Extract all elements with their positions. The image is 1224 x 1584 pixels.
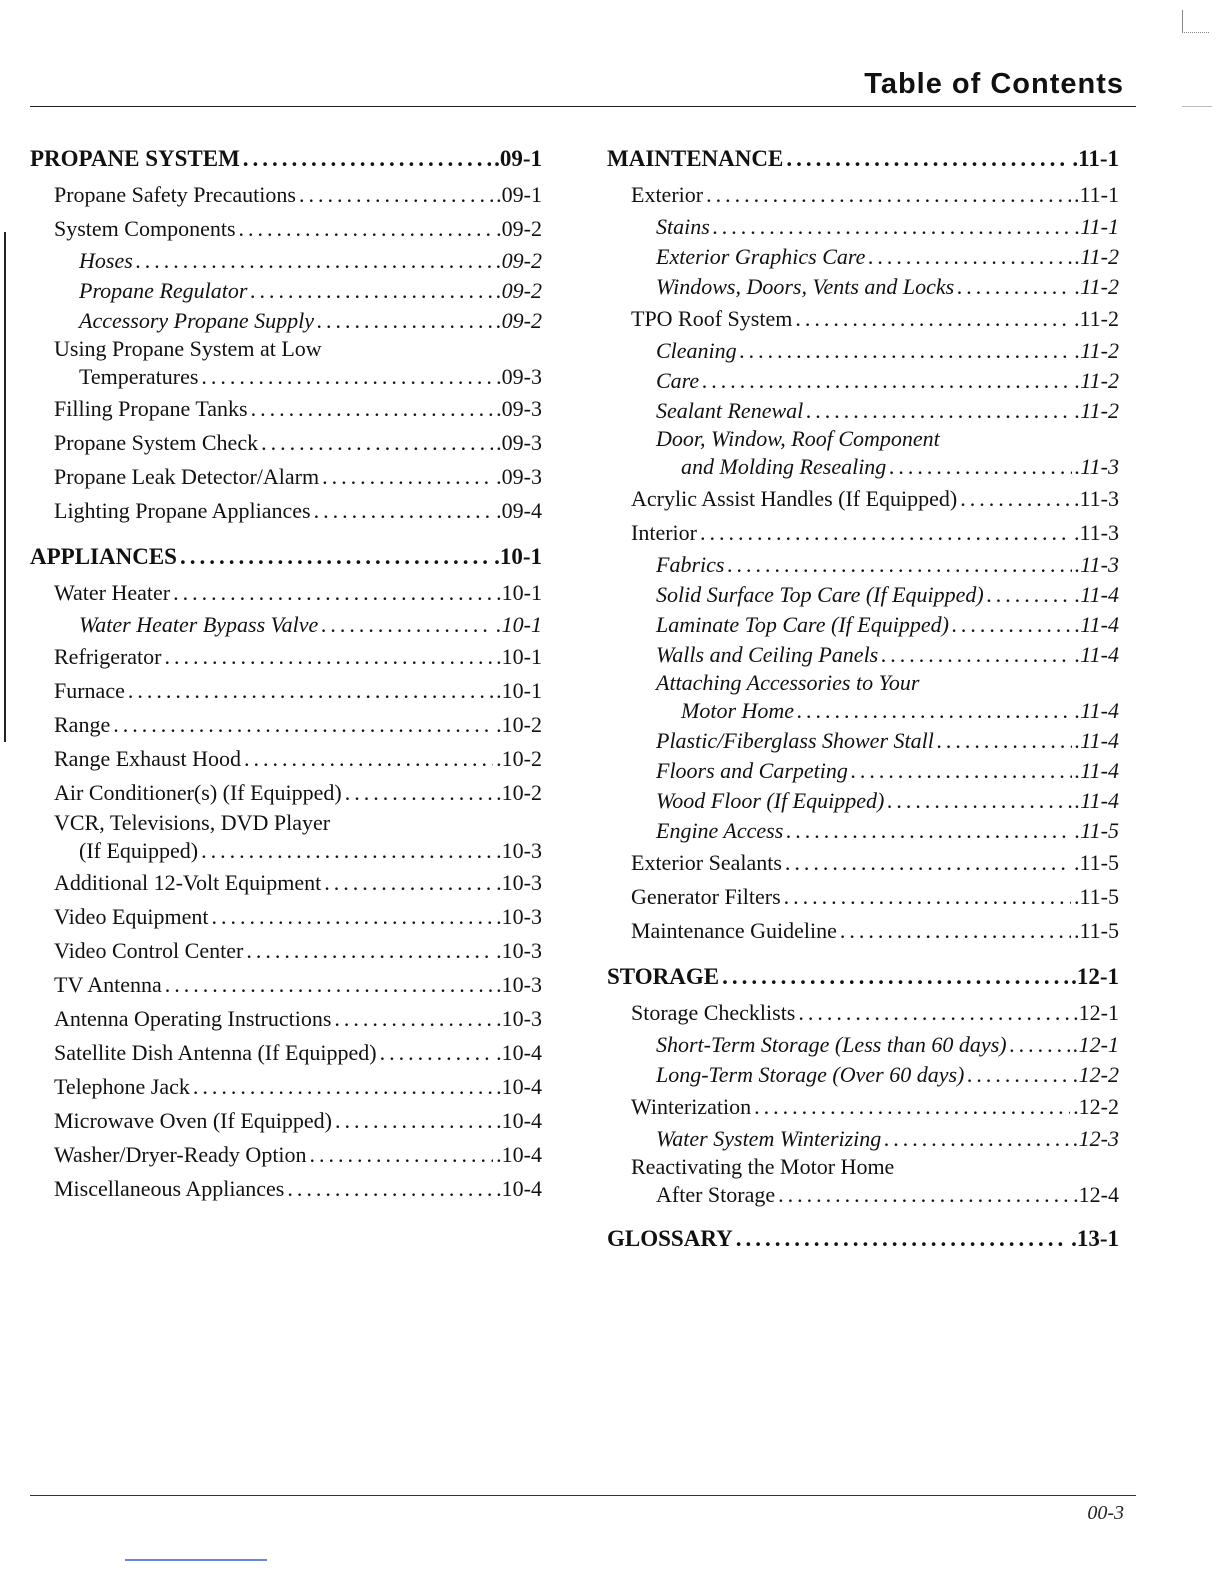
toc-entry[interactable] bbox=[30, 1172, 542, 1206]
toc-label: Maintenance Guideline bbox=[631, 918, 837, 943]
dot-leader bbox=[778, 1180, 1070, 1210]
toc-entry[interactable] bbox=[607, 996, 1119, 1030]
toc-label: Attaching Accessories to Your bbox=[656, 670, 920, 695]
dot-leader bbox=[261, 426, 493, 460]
dot-leader bbox=[806, 396, 1072, 426]
toc-label: TPO Roof System bbox=[631, 306, 793, 331]
dot-leader bbox=[113, 708, 493, 742]
toc-page: .10-3 bbox=[496, 838, 542, 863]
toc-section-propane-system[interactable] bbox=[30, 140, 542, 178]
toc-label: VCR, Televisions, DVD Player bbox=[54, 810, 331, 835]
toc-page: .10-4 bbox=[496, 1176, 542, 1201]
toc-label: Filling Propane Tanks bbox=[54, 396, 248, 421]
toc-entry[interactable] bbox=[607, 302, 1119, 336]
toc-label: Care bbox=[656, 368, 700, 393]
toc-label: Video Equipment bbox=[54, 904, 209, 929]
toc-page: .09-4 bbox=[496, 498, 542, 523]
dot-leader bbox=[960, 482, 1071, 516]
toc-label: After Storage bbox=[656, 1182, 776, 1207]
toc-entry[interactable] bbox=[607, 1154, 1119, 1180]
toc-subentry[interactable] bbox=[607, 1124, 1119, 1154]
toc-entry[interactable] bbox=[30, 494, 542, 528]
toc-page: .12-2 bbox=[1073, 1062, 1119, 1087]
dot-leader bbox=[784, 880, 1071, 914]
toc-entry[interactable] bbox=[30, 742, 542, 776]
dot-leader bbox=[887, 786, 1071, 816]
toc-label: Propane Safety Precautions bbox=[54, 182, 296, 207]
toc-page: .10-1 bbox=[496, 678, 542, 703]
dot-leader bbox=[165, 968, 493, 1002]
toc-entry[interactable] bbox=[30, 212, 542, 246]
dot-leader bbox=[700, 516, 1071, 550]
toc-page: .12-4 bbox=[1073, 1182, 1119, 1207]
toc-page: .09-3 bbox=[496, 396, 542, 421]
toc-subentry[interactable] bbox=[30, 610, 542, 640]
toc-subentry[interactable] bbox=[607, 396, 1119, 426]
dot-leader bbox=[840, 914, 1071, 948]
toc-page: .11-3 bbox=[1073, 520, 1119, 545]
toc-label: Temperatures bbox=[79, 364, 199, 389]
toc-page: .11-4 bbox=[1074, 582, 1119, 607]
toc-entry-continued[interactable] bbox=[30, 836, 542, 866]
dot-leader bbox=[310, 1138, 494, 1172]
toc-subentry[interactable] bbox=[607, 816, 1119, 846]
toc-label: Accessory Propane Supply bbox=[79, 308, 315, 333]
toc-subentry[interactable] bbox=[607, 580, 1119, 610]
dot-leader bbox=[884, 1124, 1070, 1154]
toc-label: Microwave Oven (If Equipped) bbox=[54, 1108, 332, 1133]
toc-entry[interactable] bbox=[30, 708, 542, 742]
toc-label: Telephone Jack bbox=[54, 1074, 190, 1099]
dot-leader bbox=[380, 1036, 494, 1070]
toc-label: Water System Winterizing bbox=[656, 1126, 882, 1151]
toc-page: .13-1 bbox=[1071, 1226, 1119, 1251]
toc-page: .11-4 bbox=[1074, 612, 1119, 637]
toc-subentry[interactable] bbox=[607, 640, 1119, 670]
dot-leader bbox=[180, 538, 491, 576]
toc-subentry-continued[interactable] bbox=[607, 696, 1119, 726]
toc-label: Solid Surface Top Care (If Equipped) bbox=[656, 582, 984, 607]
toc-entry[interactable] bbox=[30, 776, 542, 810]
toc-subentry[interactable] bbox=[607, 242, 1119, 272]
dot-leader bbox=[795, 302, 1071, 336]
toc-label: Hoses bbox=[79, 248, 133, 273]
toc-subentry[interactable] bbox=[607, 1030, 1119, 1060]
dot-leader bbox=[722, 958, 1068, 996]
toc-label: (If Equipped) bbox=[79, 838, 199, 863]
dot-leader bbox=[736, 1220, 1068, 1258]
toc-page: .11-3 bbox=[1074, 454, 1119, 479]
toc-section-appliances[interactable] bbox=[30, 538, 542, 576]
toc-label: Engine Access bbox=[656, 818, 784, 843]
page-title: Table of Contents bbox=[864, 68, 1124, 100]
toc-label: STORAGE bbox=[607, 964, 720, 989]
toc-label: Fabrics bbox=[656, 552, 725, 577]
dot-leader bbox=[786, 816, 1072, 846]
toc-entry[interactable] bbox=[607, 914, 1119, 948]
toc-label: Refrigerator bbox=[54, 644, 162, 669]
toc-page: .11-1 bbox=[1073, 182, 1119, 207]
toc-entry[interactable] bbox=[30, 1036, 542, 1070]
dot-leader bbox=[987, 580, 1072, 610]
toc-page: .11-4 bbox=[1074, 642, 1119, 667]
dot-leader bbox=[851, 756, 1072, 786]
toc-label: Short-Term Storage (Less than 60 days) bbox=[656, 1032, 1007, 1057]
toc-label: Miscellaneous Appliances bbox=[54, 1176, 285, 1201]
toc-label: Generator Filters bbox=[631, 884, 781, 909]
toc-subentry[interactable] bbox=[30, 246, 542, 276]
toc-label: Air Conditioner(s) (If Equipped) bbox=[54, 780, 342, 805]
dot-leader bbox=[165, 640, 494, 674]
toc-page: .11-5 bbox=[1073, 884, 1119, 909]
toc-label: Satellite Dish Antenna (If Equipped) bbox=[54, 1040, 377, 1065]
toc-page: .10-4 bbox=[496, 1108, 542, 1133]
toc-entry[interactable] bbox=[30, 640, 542, 674]
toc-page: .10-2 bbox=[496, 780, 542, 805]
dot-leader bbox=[201, 362, 493, 392]
dot-leader bbox=[211, 900, 493, 934]
header-rule bbox=[30, 106, 1136, 107]
toc-subentry[interactable] bbox=[607, 272, 1119, 302]
toc-label: System Components bbox=[54, 216, 236, 241]
toc-label: Lighting Propane Appliances bbox=[54, 498, 311, 523]
toc-page: .09-3 bbox=[496, 430, 542, 455]
toc-page: .10-1 bbox=[496, 580, 542, 605]
toc-label: Propane Regulator bbox=[79, 278, 248, 303]
dot-leader bbox=[246, 934, 493, 968]
toc-page: .11-4 bbox=[1074, 698, 1119, 723]
toc-entry[interactable] bbox=[30, 1104, 542, 1138]
toc-page: .09-3 bbox=[496, 464, 542, 489]
toc-page: .10-4 bbox=[496, 1142, 542, 1167]
toc-page: .10-1 bbox=[496, 644, 542, 669]
dot-leader bbox=[345, 776, 493, 810]
toc-entry[interactable] bbox=[30, 866, 542, 900]
toc-entry[interactable] bbox=[30, 900, 542, 934]
toc-label: Interior bbox=[631, 520, 697, 545]
dot-leader bbox=[128, 674, 493, 708]
toc-label: Furnace bbox=[54, 678, 125, 703]
toc-entry[interactable] bbox=[30, 460, 542, 494]
dot-leader bbox=[193, 1070, 493, 1104]
toc-section-storage[interactable] bbox=[607, 958, 1119, 996]
dot-leader bbox=[314, 494, 494, 528]
toc-label: Motor Home bbox=[681, 698, 795, 723]
toc-page: .09-2 bbox=[496, 248, 542, 273]
dot-leader bbox=[324, 866, 493, 900]
dot-leader bbox=[702, 366, 1072, 396]
toc-label: Long-Term Storage (Over 60 days) bbox=[656, 1062, 965, 1087]
dot-leader bbox=[754, 1090, 1070, 1124]
toc-page: .09-2 bbox=[496, 216, 542, 241]
toc-section-maintenance[interactable] bbox=[607, 140, 1119, 178]
toc-page: .10-3 bbox=[496, 904, 542, 929]
toc-entry[interactable] bbox=[607, 1090, 1119, 1124]
toc-page: .10-3 bbox=[496, 972, 542, 997]
toc-label: Storage Checklists bbox=[631, 1000, 796, 1025]
toc-entry[interactable] bbox=[30, 178, 542, 212]
toc-page: .11-4 bbox=[1074, 728, 1119, 753]
dot-leader bbox=[239, 212, 494, 246]
toc-page: .10-4 bbox=[496, 1040, 542, 1065]
dot-leader bbox=[967, 1060, 1070, 1090]
toc-entry[interactable] bbox=[30, 576, 542, 610]
dot-leader bbox=[881, 640, 1072, 670]
toc-label: Exterior Sealants bbox=[631, 850, 782, 875]
toc-subentry[interactable] bbox=[607, 610, 1119, 640]
dot-leader bbox=[1010, 1030, 1071, 1060]
toc-subentry[interactable] bbox=[607, 726, 1119, 756]
toc-page: .12-1 bbox=[1073, 1032, 1119, 1057]
toc-label: MAINTENANCE bbox=[607, 146, 784, 171]
dot-leader bbox=[321, 610, 493, 640]
toc-label: Using Propane System at Low bbox=[54, 336, 322, 361]
toc-page: .11-4 bbox=[1074, 788, 1119, 813]
scan-artifact-line bbox=[125, 1559, 267, 1561]
dot-leader bbox=[798, 996, 1070, 1030]
dot-leader bbox=[317, 306, 493, 336]
toc-subentry[interactable] bbox=[607, 756, 1119, 786]
toc-entry-continued[interactable] bbox=[30, 362, 542, 392]
toc-page: .11-5 bbox=[1073, 850, 1119, 875]
scan-edge-line bbox=[4, 232, 6, 742]
toc-label: Antenna Operating Instructions bbox=[54, 1006, 332, 1031]
dot-leader bbox=[868, 242, 1071, 272]
toc-page: .09-2 bbox=[496, 308, 542, 333]
dot-leader bbox=[740, 336, 1072, 366]
toc-entry[interactable] bbox=[30, 934, 542, 968]
toc-column-left bbox=[30, 140, 542, 1206]
toc-page: .11-2 bbox=[1073, 306, 1119, 331]
toc-entry[interactable] bbox=[607, 880, 1119, 914]
toc-page: .12-1 bbox=[1071, 964, 1119, 989]
dot-leader bbox=[727, 550, 1071, 580]
dot-leader bbox=[250, 276, 493, 306]
toc-subentry[interactable] bbox=[607, 1060, 1119, 1090]
toc-page: .09-1 bbox=[494, 146, 542, 171]
toc-column-right bbox=[607, 140, 1119, 1258]
dot-leader bbox=[889, 452, 1071, 482]
toc-entry[interactable] bbox=[30, 968, 542, 1002]
toc-label: PROPANE SYSTEM bbox=[30, 146, 240, 171]
dot-leader bbox=[957, 272, 1072, 302]
toc-page: .10-3 bbox=[496, 870, 542, 895]
dot-leader bbox=[243, 140, 491, 178]
dot-leader bbox=[706, 178, 1071, 212]
toc-label: Winterization bbox=[631, 1094, 752, 1119]
toc-page: .10-3 bbox=[496, 1006, 542, 1031]
toc-page: .10-1 bbox=[494, 544, 542, 569]
header-rule-extension bbox=[1182, 106, 1212, 107]
toc-label: Video Control Center bbox=[54, 938, 244, 963]
toc-label: Washer/Dryer-Ready Option bbox=[54, 1142, 307, 1167]
toc-label: Floors and Carpeting bbox=[656, 758, 848, 783]
toc-label: Walls and Ceiling Panels bbox=[656, 642, 879, 667]
toc-label: Stains bbox=[656, 214, 710, 239]
dot-leader bbox=[334, 1002, 493, 1036]
footer-rule bbox=[30, 1495, 1136, 1496]
toc-label: Wood Floor (If Equipped) bbox=[656, 788, 885, 813]
toc-entry[interactable] bbox=[30, 426, 542, 460]
toc-label: Plastic/Fiberglass Shower Stall bbox=[656, 728, 934, 753]
toc-page: .11-5 bbox=[1073, 918, 1119, 943]
toc-label: Windows, Doors, Vents and Locks bbox=[656, 274, 955, 299]
toc-label: Exterior bbox=[631, 182, 704, 207]
toc-label: Exterior Graphics Care bbox=[656, 244, 866, 269]
toc-subentry[interactable] bbox=[607, 336, 1119, 366]
toc-entry[interactable] bbox=[607, 516, 1119, 550]
toc-page: .11-2 bbox=[1074, 338, 1119, 363]
toc-label: and Molding Resealing bbox=[681, 454, 887, 479]
dot-leader bbox=[251, 392, 494, 426]
toc-page: .09-3 bbox=[496, 364, 542, 389]
toc-subentry[interactable] bbox=[607, 426, 1119, 452]
toc-entry[interactable] bbox=[607, 178, 1119, 212]
toc-subentry[interactable] bbox=[607, 550, 1119, 580]
toc-page: .11-3 bbox=[1074, 552, 1119, 577]
toc-entry[interactable] bbox=[30, 674, 542, 708]
toc-label: Water Heater Bypass Valve bbox=[79, 612, 319, 637]
toc-subentry[interactable] bbox=[607, 670, 1119, 696]
toc-label: GLOSSARY bbox=[607, 1226, 733, 1251]
toc-label: Reactivating the Motor Home bbox=[631, 1154, 895, 1179]
toc-entry[interactable] bbox=[30, 810, 542, 836]
toc-subentry[interactable] bbox=[607, 212, 1119, 242]
dot-leader bbox=[173, 576, 493, 610]
toc-label: Propane System Check bbox=[54, 430, 259, 455]
toc-page: .11-4 bbox=[1074, 758, 1119, 783]
toc-page: .11-5 bbox=[1074, 818, 1119, 843]
dot-leader bbox=[136, 246, 493, 276]
toc-subentry[interactable] bbox=[607, 786, 1119, 816]
dot-leader bbox=[785, 846, 1071, 880]
dot-leader bbox=[287, 1172, 493, 1206]
toc-label: Sealant Renewal bbox=[656, 398, 804, 423]
toc-label: Water Heater bbox=[54, 580, 171, 605]
toc-page: .11-1 bbox=[1074, 214, 1119, 239]
dot-leader bbox=[937, 726, 1072, 756]
toc-entry[interactable] bbox=[30, 1002, 542, 1036]
toc-entry[interactable] bbox=[607, 482, 1119, 516]
toc-entry[interactable] bbox=[30, 1070, 542, 1104]
dot-leader bbox=[952, 610, 1072, 640]
toc-label: Propane Leak Detector/Alarm bbox=[54, 464, 320, 489]
toc-page: .10-3 bbox=[496, 938, 542, 963]
toc-entry[interactable] bbox=[30, 336, 542, 362]
toc-entry[interactable] bbox=[30, 392, 542, 426]
dot-leader bbox=[335, 1104, 493, 1138]
corner-crop-mark bbox=[1182, 10, 1209, 33]
toc-label: Range bbox=[54, 712, 111, 737]
toc-page: .11-3 bbox=[1073, 486, 1119, 511]
toc-page: .10-2 bbox=[496, 712, 542, 737]
dot-leader bbox=[797, 696, 1072, 726]
toc-page: .12-1 bbox=[1073, 1000, 1119, 1025]
toc-page: .09-2 bbox=[496, 278, 542, 303]
toc-subentry[interactable] bbox=[30, 276, 542, 306]
dot-leader bbox=[299, 178, 493, 212]
toc-page: .11-2 bbox=[1074, 398, 1119, 423]
dot-leader bbox=[713, 212, 1072, 242]
toc-page: .10-4 bbox=[496, 1074, 542, 1099]
toc-page: .11-1 bbox=[1072, 146, 1119, 171]
toc-label: TV Antenna bbox=[54, 972, 162, 997]
toc-page: .09-1 bbox=[496, 182, 542, 207]
toc-label: Door, Window, Roof Component bbox=[656, 426, 940, 451]
toc-label: Range Exhaust Hood bbox=[54, 746, 241, 771]
toc-subentry[interactable] bbox=[607, 366, 1119, 396]
toc-page: .11-2 bbox=[1074, 274, 1119, 299]
toc-label: Laminate Top Care (If Equipped) bbox=[656, 612, 949, 637]
toc-page: .10-1 bbox=[496, 612, 542, 637]
toc-label: Cleaning bbox=[656, 338, 737, 363]
toc-subentry[interactable] bbox=[30, 306, 542, 336]
toc-subentry-continued[interactable] bbox=[607, 452, 1119, 482]
toc-page: .12-2 bbox=[1073, 1094, 1119, 1119]
toc-page: .11-2 bbox=[1074, 244, 1119, 269]
dot-leader bbox=[786, 140, 1069, 178]
toc-page: .11-2 bbox=[1074, 368, 1119, 393]
toc-page: .10-2 bbox=[496, 746, 542, 771]
toc-label: Acrylic Assist Handles (If Equipped) bbox=[631, 486, 958, 511]
dot-leader bbox=[322, 460, 493, 494]
toc-page: .12-3 bbox=[1073, 1126, 1119, 1151]
toc-entry[interactable] bbox=[607, 846, 1119, 880]
page-number: 00-3 bbox=[1087, 1502, 1124, 1524]
toc-label: Additional 12-Volt Equipment bbox=[54, 870, 322, 895]
toc-section-glossary[interactable] bbox=[607, 1220, 1119, 1258]
dot-leader bbox=[244, 742, 493, 776]
toc-entry-continued[interactable] bbox=[607, 1180, 1119, 1210]
toc-label: APPLIANCES bbox=[30, 544, 177, 569]
toc-entry[interactable] bbox=[30, 1138, 542, 1172]
dot-leader bbox=[201, 836, 493, 866]
